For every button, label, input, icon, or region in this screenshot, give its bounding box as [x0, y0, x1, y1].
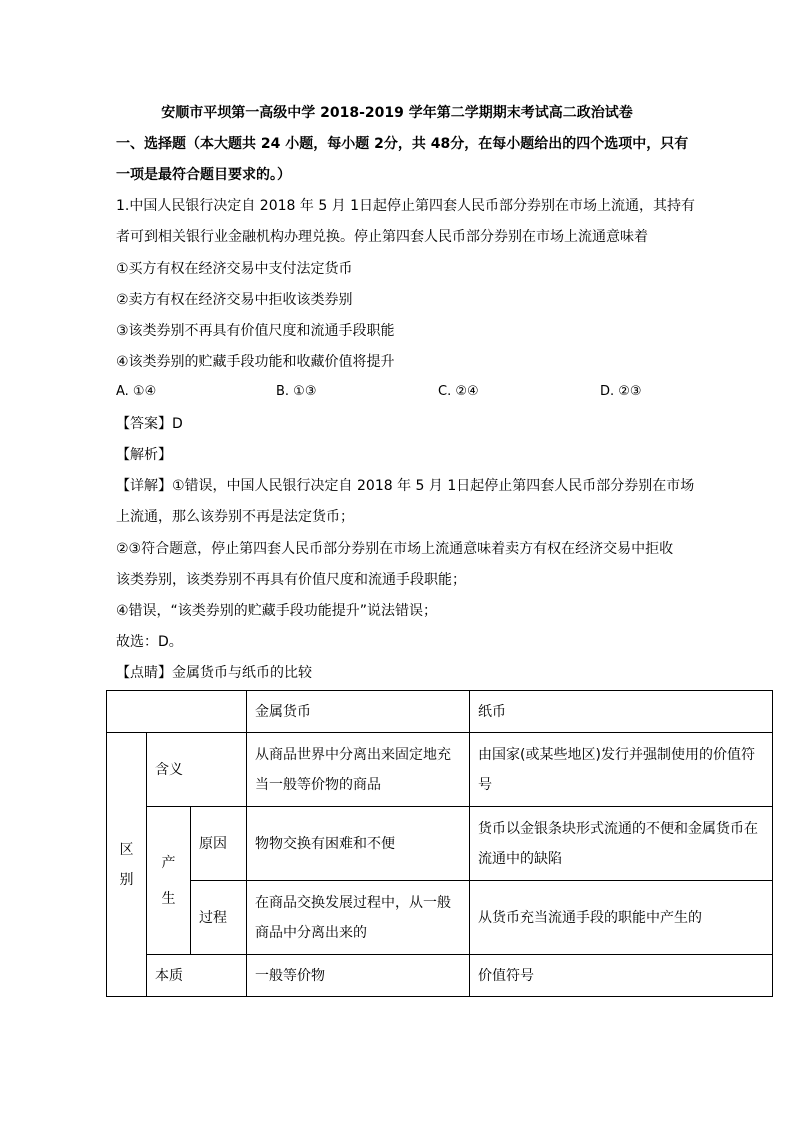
tip-heading: 【点睛】金属货币与纸币的比较	[116, 665, 312, 681]
question-1-line1: 1.中国人民银行决定自 2018 年 5 月 1日起停止第四套人民币部分券别在市场上流通，其持有	[116, 198, 696, 214]
section-heading-line1: 一、选择题（本大题共 24 小题，每小题 2分，共 48分，在每小题给出的四个选项中，只有	[116, 136, 689, 152]
cell-metal-essence: 一般等价物	[247, 955, 470, 997]
table-row	[107, 807, 773, 881]
table-header-row	[107, 691, 773, 733]
table-corner-cell	[107, 691, 247, 733]
row-label-meaning: 含义	[147, 733, 247, 807]
option-c: C. ②④	[438, 384, 479, 399]
table-row	[107, 733, 773, 807]
cell-paper-meaning: 由国家(或某些地区)发行并强制使用的价值符号	[470, 733, 773, 807]
cell-metal-meaning: 从商品世界中分离出来固定地充当一般等价物的商品	[247, 733, 470, 807]
statement-4: ④该类券别的贮藏手段功能和收藏价值将提升	[116, 354, 395, 370]
cell-metal-process: 在商品交换发展过程中，从一般商品中分离出来的	[247, 881, 470, 955]
detail-line5: ④错误，“该类券别的贮藏手段功能提升”说法错误；	[116, 603, 438, 619]
option-a: A. ①④	[116, 384, 157, 399]
option-d: D. ②③	[600, 384, 642, 399]
row-label-process: 过程	[191, 881, 247, 955]
detail-line3: ②③符合题意，停止第四套人民币部分券别在市场上流通意味着卖方有权在经济交易中拒收	[116, 541, 674, 557]
row-label-reason: 原因	[191, 807, 247, 881]
cell-paper-reason: 货币以金银条块形式流通的不便和金属货币在流通中的缺陷	[470, 807, 773, 881]
detail-line2: 上流通，那么该券别不再是法定货币；	[116, 509, 354, 525]
row-label-essence: 本质	[147, 955, 247, 997]
group-label-difference: 区 别	[107, 733, 147, 997]
header-metal-currency: 金属货币	[247, 691, 470, 733]
group-label-origin: 产 生	[147, 807, 191, 955]
question-1-line2: 者可到相关银行业金融机构办理兑换。停止第四套人民币部分券别在市场上流通意味着	[116, 229, 648, 245]
header-paper-money: 纸币	[470, 691, 773, 733]
detail-line1: 【详解】①错误，中国人民银行决定自 2018 年 5 月 1日起停止第四套人民币部分券别在市场	[116, 478, 695, 494]
table-row	[107, 955, 773, 997]
statement-3: ③该类券别不再具有价值尺度和流通手段职能	[116, 323, 395, 339]
answer-label: 【答案】D	[116, 416, 183, 432]
cell-paper-process: 从货币充当流通手段的职能中产生的	[470, 881, 773, 955]
cell-paper-essence: 价值符号	[470, 955, 773, 997]
answer-choice: 故选：D。	[116, 634, 183, 650]
option-b: B. ①③	[276, 384, 317, 399]
section-heading-line2: 一项是最符合题目要求的。）	[116, 167, 291, 183]
detail-line4: 该类券别，该类券别不再具有价值尺度和流通手段职能；	[116, 572, 466, 588]
exam-title: 安顺市平坝第一高级中学 2018-2019 学年第二学期期末考试高二政治试卷	[161, 105, 633, 121]
comparison-table	[106, 690, 773, 997]
cell-metal-reason: 物物交换有困难和不便	[247, 807, 470, 881]
table-row	[107, 881, 773, 955]
statement-2: ②卖方有权在经济交易中拒收该类券别	[116, 292, 353, 308]
analysis-label: 【解析】	[116, 447, 172, 463]
statement-1: ①买方有权在经济交易中支付法定货币	[116, 261, 353, 277]
